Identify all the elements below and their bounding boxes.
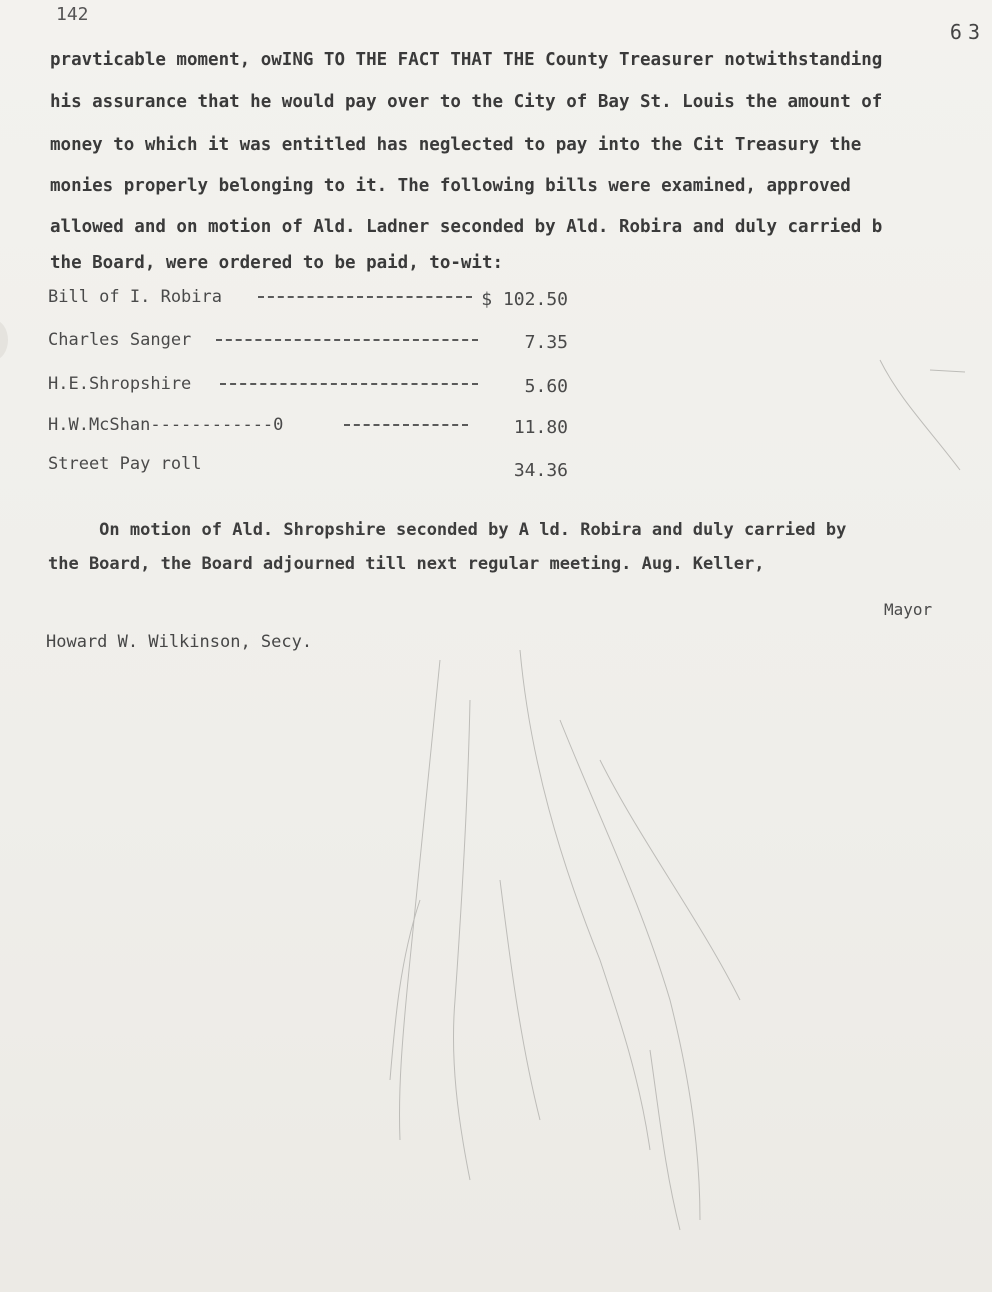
page-number-left: 142: [56, 4, 89, 25]
leader-dashes: [344, 424, 468, 426]
bill-amount: $ 102.50: [481, 289, 568, 310]
bill-amount: 7.35: [524, 332, 568, 353]
leader-dashes: [220, 383, 478, 385]
leader-dashes: [216, 339, 478, 341]
body-line: allowed and on motion of Ald. Ladner seconded by Ald. Robira and duly carried b: [50, 217, 883, 237]
secretary-signature: Howard W. Wilkinson, Secy.: [46, 632, 313, 652]
bill-payee: H.E.Shropshire: [48, 374, 192, 394]
page-number-right: 63: [949, 20, 986, 44]
bill-row: [48, 330, 568, 352]
mayor-title: Mayor: [884, 600, 933, 619]
body-line: pravticable moment, owING TO THE FACT THAT THE County Treasurer notwithstanding: [50, 50, 883, 70]
bill-amount: 34.36: [513, 460, 568, 481]
bill-payee: H.W.McShan------------0: [48, 415, 284, 435]
closing-line: On motion of Ald. Shropshire seconded by A ld. Robira and duly carried by: [48, 520, 847, 540]
bill-row: [48, 287, 568, 309]
bill-row: [48, 415, 568, 437]
bill-amount: 5.60: [524, 376, 568, 397]
bill-amount: 11.80: [513, 417, 568, 438]
closing-line: the Board, the Board adjourned till next regular meeting. Aug. Keller,: [48, 554, 765, 574]
leader-dashes: [258, 296, 472, 298]
bill-payee: Bill of I. Robira: [48, 287, 222, 307]
bill-payee: Street Pay roll: [48, 454, 202, 474]
punch-hole: [0, 320, 8, 360]
body-line: money to which it was entitled has neglected to pay into the Cit Treasury the: [50, 135, 862, 155]
body-line: monies properly belonging to it. The following bills were examined, approved: [50, 176, 851, 196]
bill-row: [48, 374, 568, 396]
body-line: his assurance that he would pay over to the City of Bay St. Louis the amount of: [50, 92, 883, 112]
bill-payee: Charles Sanger: [48, 330, 192, 350]
bill-row: [48, 454, 568, 481]
body-line: the Board, were ordered to be paid, to-wit:: [50, 253, 504, 273]
